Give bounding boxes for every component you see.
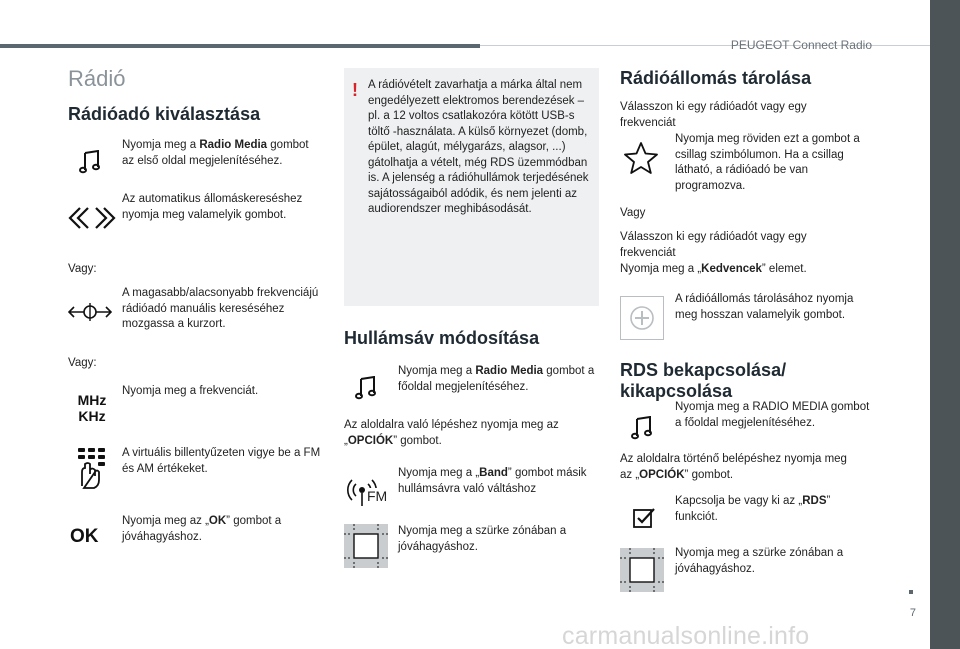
grey-zone-icon <box>620 548 664 592</box>
col3-step1: Nyomja meg röviden ezt a gombot a csillag szimbólumon. Ha a csillag látható, a rádióadó be van programozva. <box>675 133 860 192</box>
col3-step2: Nyomja meg a „Kedvencek” elemet. <box>620 263 807 275</box>
fm-band-icon <box>346 474 390 508</box>
page-header: PEUGEOT Connect Radio <box>730 38 872 52</box>
chapter-title: Rádió <box>68 66 126 91</box>
col3-or: Vagy <box>620 207 646 219</box>
col3-step5: Az aloldalra történő belépéshez nyomja meg az „OPCIÓK” gombot. <box>620 453 847 481</box>
seek-arrows-icon <box>68 205 116 231</box>
checkbox-icon <box>632 506 656 530</box>
music-note-icon <box>78 150 102 174</box>
top-rule <box>0 44 480 48</box>
col1-step1: Nyomja meg a Radio Media gombot az első oldal megjelenítéséhez. <box>122 139 309 167</box>
col1-step4: Nyomja meg a frekvenciát. <box>122 385 259 397</box>
col3-step4: Nyomja meg a RADIO MEDIA gombot a főoldal megjelenítéséhez. <box>675 401 870 429</box>
add-preset-icon <box>620 296 664 340</box>
keyboard-touch-icon <box>72 446 112 490</box>
watermark: carmanualsonline.info <box>562 622 810 649</box>
cursor-slider-icon <box>68 302 112 322</box>
col1-step2: Az automatikus állomáskereséshez nyomja meg valamelyik gombot. <box>122 193 303 221</box>
col2-step3: Nyomja meg a „Band” gombot másik hullámsávra való váltáshoz <box>398 467 587 495</box>
col1-or2: Vagy: <box>68 357 97 369</box>
page-marker <box>909 590 913 594</box>
col3-step6: Kapcsolja be vagy ki az „RDS” funkciót. <box>675 495 831 523</box>
col2-step2: Az aloldalra való lépéshez nyomja meg az „OPCIÓK” gombot. <box>344 419 559 447</box>
col1-step6: Nyomja meg az „OK” gombot a jóváhagyáshoz. <box>122 515 282 543</box>
col2-step4: Nyomja meg a szürke zónában a jóváhagyáshoz. <box>398 525 567 553</box>
col1-step5: A virtuális billentyűzeten vigye be a FM és AM értékeket. <box>122 447 321 475</box>
grey-zone-icon <box>344 524 388 568</box>
col3-intro2: Válasszon ki egy rádióadót vagy egy frekvenciát <box>620 231 807 259</box>
col3-step7: Nyomja meg a szürke zónában a jóváhagyáshoz. <box>675 547 844 575</box>
col1-or1: Vagy: <box>68 263 97 275</box>
heading-station-select: Rádióadó kiválasztása <box>68 104 261 124</box>
page-number: 7 <box>909 607 916 619</box>
col3-intro: Válasszon ki egy rádióadót vagy egy frekvenciát <box>620 101 807 129</box>
col1-step3: A magasabb/alacsonyabb frekvenciájú rádióadó manuális kereséséhez mozgassa a kurzort. <box>122 287 319 330</box>
star-icon <box>622 140 660 176</box>
heading-rds-toggle: RDS bekapcsolása/ kikapcsolása <box>620 360 787 401</box>
col2-step1: Nyomja meg a Radio Media gombot a főoldal megjelenítéséhez. <box>398 365 595 393</box>
ok-button-icon: OK <box>70 526 99 547</box>
music-note-icon <box>630 416 654 440</box>
music-note-icon <box>354 376 378 400</box>
warning-icon: ! <box>352 80 358 100</box>
heading-band-change: Hullámsáv módosítása <box>344 328 540 348</box>
side-bar <box>930 0 960 649</box>
heading-station-store: Rádióállomás tárolása <box>620 68 812 88</box>
warning-text: A rádióvételt zavarhatja a márka által nem engedélyezett elektromos berendezések – pl. a 12 voltos csatlakozóra kötött USB-s töltő -használata. A külső környezet (domb, épület, alagút, mélygarázs, alagsor, ...) gátolhatja a vételt, még RDS üzemmódban is. A jelenség a rádióhullámok terjedésének sajátosságaiból adódik, és nem jelenti az audiorendszer meghibásodását. <box>368 79 589 215</box>
col3-step3: A rádióállomás tárolásához nyomja meg hosszan valamelyik gombot. <box>675 293 854 321</box>
fm-label: FM <box>367 488 388 504</box>
frequency-unit-icon: MHz KHz <box>77 392 107 424</box>
